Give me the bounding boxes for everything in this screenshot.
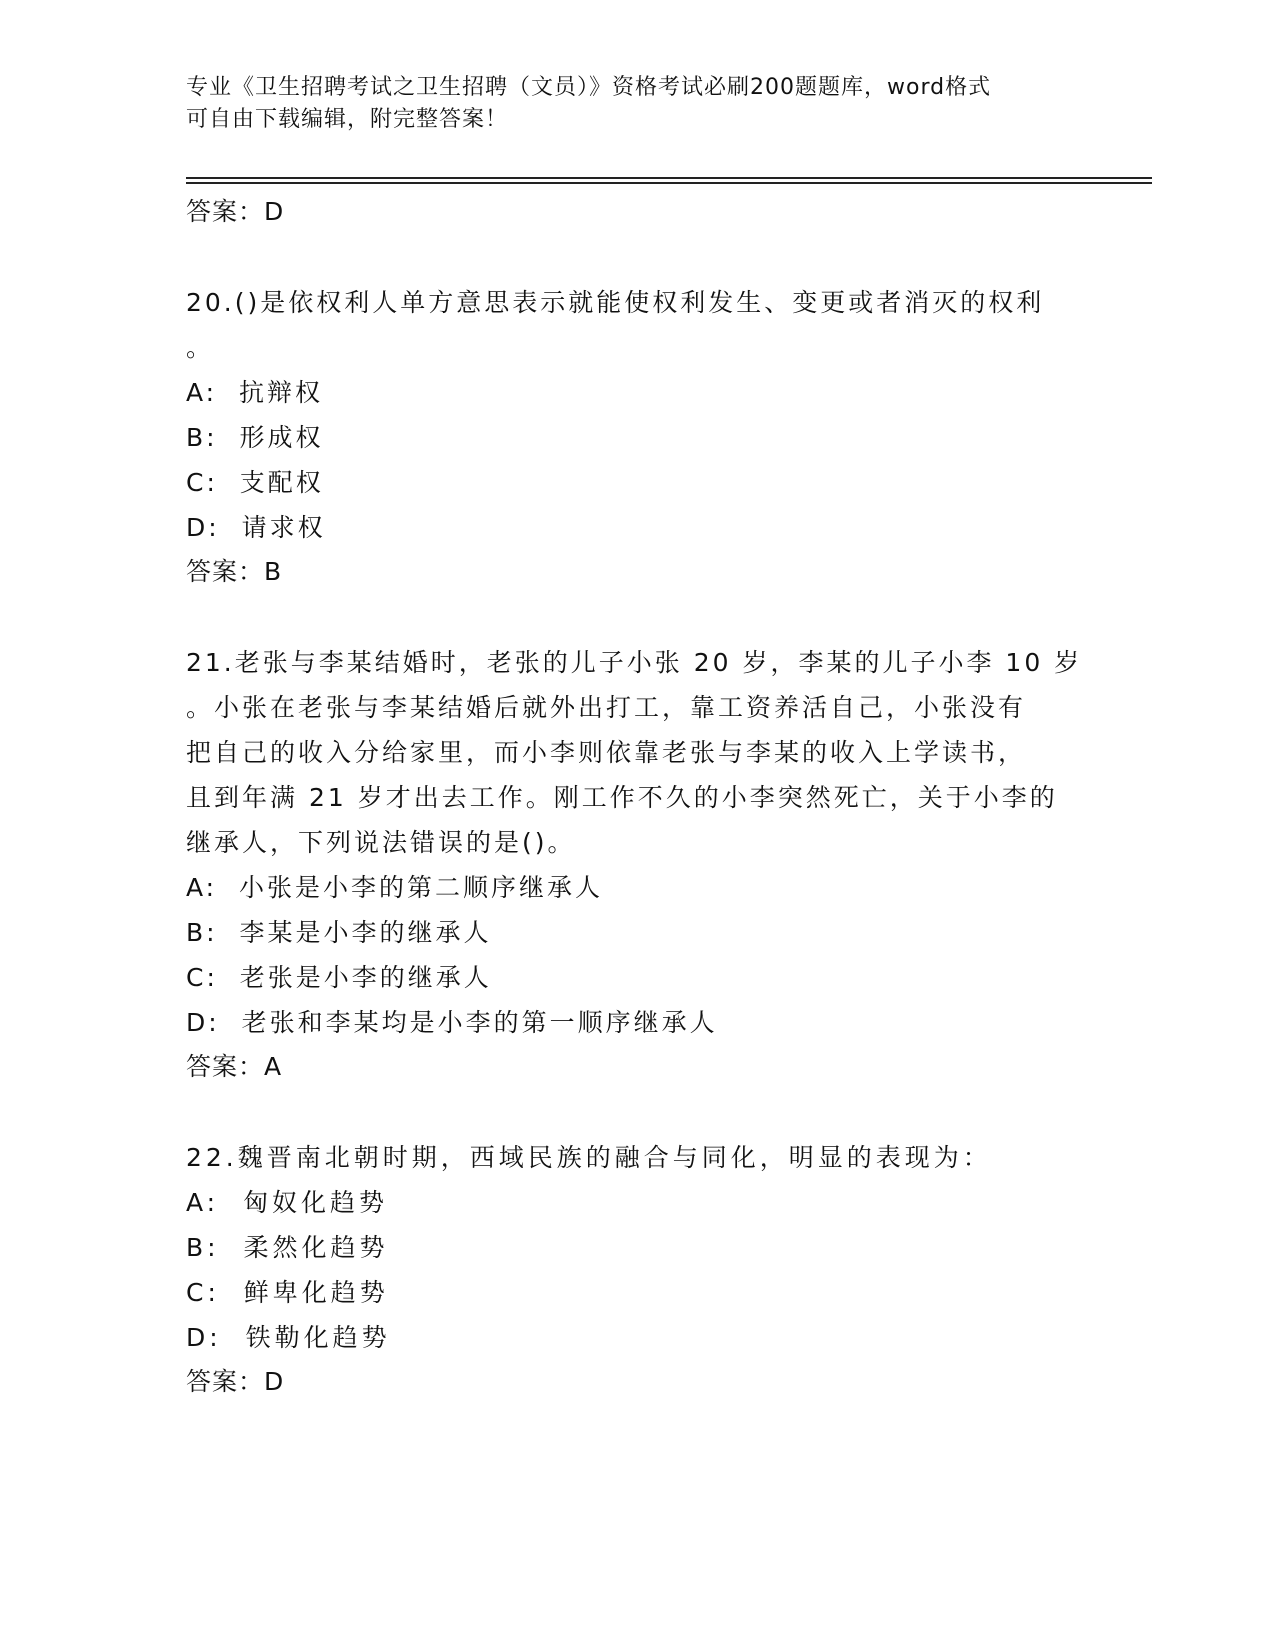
option-c: C: 支配权 [186,468,324,497]
option-d: D: 请求权 [186,513,326,542]
answer-line: 答案：D [186,1367,285,1396]
header-line-1: 专业《卫生招聘考试之卫生招聘（文员）》资格考试必刷200题题库，word格式 [186,75,992,100]
option-b: B: 形成权 [186,423,324,452]
question-22 [186,1135,1086,1404]
answer-line: 答案：A [186,1052,283,1081]
header-line-2: 可自由下载编辑，附完整答案！ [186,107,509,132]
option-a: A: 抗辩权 [186,378,323,407]
header-rule-bottom [186,182,1152,184]
question-stem: 21.老张与李某结婚时，老张的儿子小张 20 岁，李某的儿子小李 10 岁 。小张在老张与李某结婚后就外出打工，靠工资养活自己，小张没有 把自己的收入分给家里，而小李则依靠老张与李某的收入上学读书， 且到年满 21 岁才出去工作。刚工作不久的小李突然死亡，关于小李的 继承人，下列说法错误的是()。 [186,648,1083,857]
option-b: B: 柔然化趋势 [186,1233,389,1262]
option-d: D: 老张和李某均是小李的第一顺序继承人 [186,1008,718,1037]
document-body [186,190,1086,1404]
answer-line: 答案：D [186,197,285,226]
question-21 [186,640,1086,1089]
document-header [186,72,1066,136]
option-a: A: 小张是小李的第二顺序继承人 [186,873,603,902]
option-b: B: 李某是小李的继承人 [186,918,492,947]
question-stem: 22.魏晋南北朝时期，西域民族的融合与同化，明显的表现为： [186,1143,992,1172]
option-d: D: 铁勒化趋势 [186,1323,391,1352]
answer-line: 答案：B [186,557,283,586]
question-20 [186,280,1086,594]
option-c: C: 鲜卑化趋势 [186,1278,389,1307]
option-a: A: 匈奴化趋势 [186,1188,388,1217]
header-rule-top [186,177,1152,179]
question-stem: 20.()是依权利人单方意思表示就能使权利发生、变更或者消灭的权利 。 [186,288,1045,362]
option-c: C: 老张是小李的继承人 [186,963,492,992]
